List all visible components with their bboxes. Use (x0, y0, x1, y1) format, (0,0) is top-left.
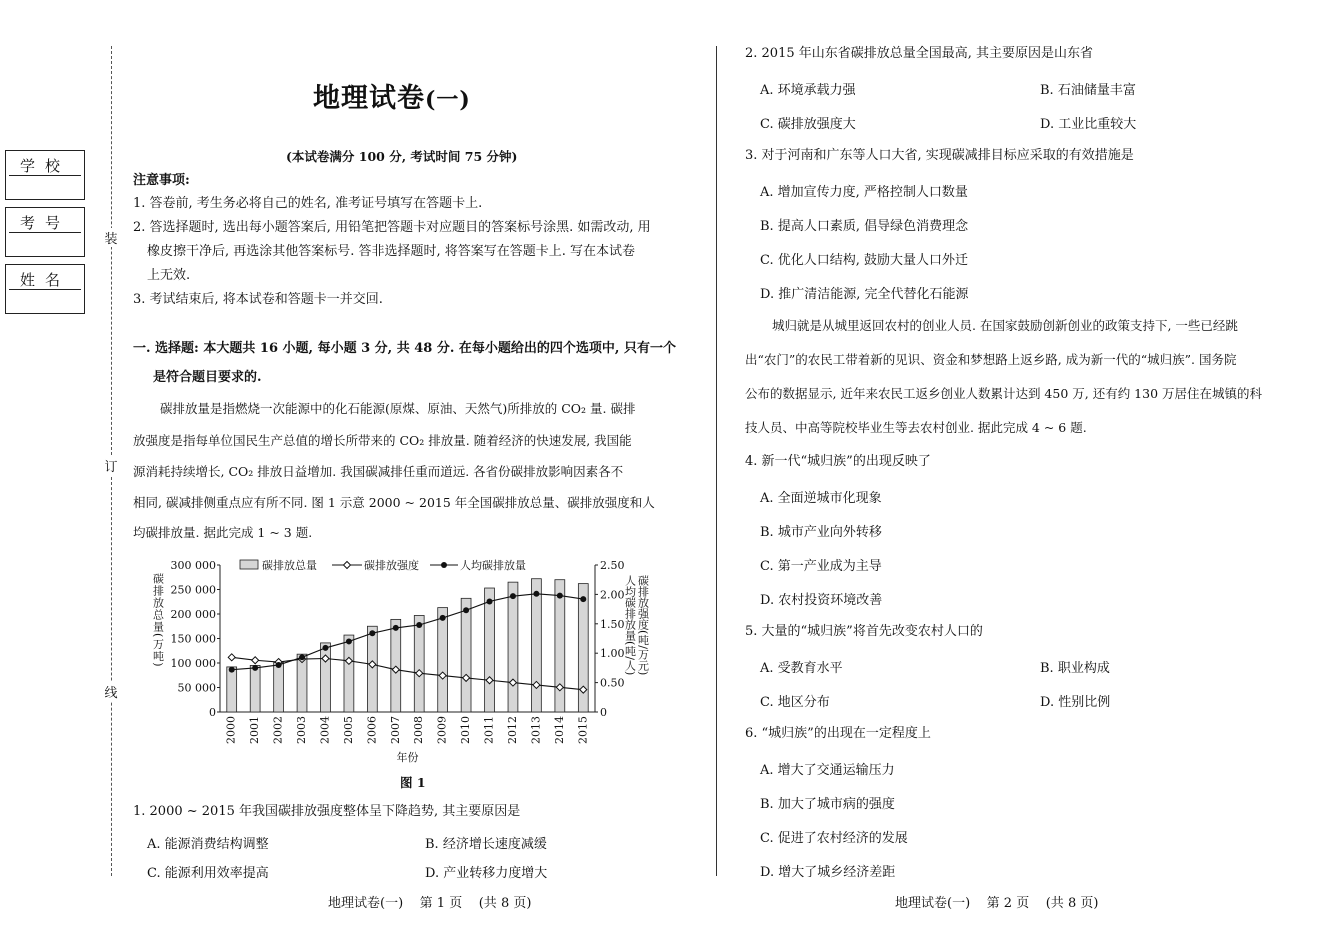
chart-intensity-point (228, 654, 235, 661)
notice-3: 3. 考试结束后, 将本试卷和答题卡一并交回. (133, 292, 383, 307)
chart-per-capita-point (416, 622, 422, 628)
page-title-paren: (一) (425, 87, 471, 113)
passage2-line2: 出“农门”的农民工带着新的见识、资金和梦想路上返乡路, 成为新一代的“城归族”. 国务院 (745, 352, 1237, 367)
q5-option-a[interactable]: A. 受教育水平 (760, 661, 843, 676)
q6-option-a[interactable]: A. 增大了交通运输压力 (760, 763, 895, 778)
passage1-line5: 均碳排放量. 据此完成 1 ~ 3 题. (133, 525, 313, 540)
page-divider (716, 46, 717, 876)
chart-y-tick-label-right: 2.50 (600, 559, 625, 572)
school-field[interactable] (5, 150, 85, 200)
q6-stem: 6. “城归族”的出现在一定程度上 (745, 726, 931, 741)
chart-per-capita-point (299, 654, 305, 660)
chart-legend-swatch-intensity (344, 562, 351, 569)
page2-footer: 地理试卷(一) 第 2 页 (共 8 页) (895, 896, 1099, 911)
name-field[interactable] (5, 264, 85, 314)
q2-option-b[interactable]: B. 石油储量丰富 (1040, 83, 1136, 98)
q4-option-d[interactable]: D. 农村投资环境改善 (760, 593, 883, 608)
chart-x-tick-label: 2010 (459, 716, 473, 744)
q5-option-c[interactable]: C. 地区分布 (760, 695, 830, 710)
passage1-line3: 源消耗持续增长, CO₂ 排放日益增加. 我国碳减排任重而道远. 各省份碳排放影响因素各不 (133, 464, 624, 479)
chart-bar-total (485, 588, 495, 712)
chart-per-capita-point (322, 645, 328, 651)
chart-y-tick-label-right: 0.50 (600, 676, 625, 690)
q3-stem: 3. 对于河南和广东等人口大省, 实现碳减排目标应采取的有效措施是 (745, 148, 1134, 163)
chart-bar-total (367, 626, 377, 712)
chart-x-tick-label: 2013 (529, 716, 543, 744)
chart-x-tick-label: 2011 (482, 716, 496, 744)
q1-stem: 1. 2000 ~ 2015 年我国碳排放强度整体呈下降趋势, 其主要原因是 (133, 804, 521, 819)
chart-bar-total (531, 579, 541, 712)
chart-per-capita-point (276, 662, 282, 668)
q3-option-a[interactable]: A. 增加宣传力度, 严格控制人口数量 (760, 185, 968, 200)
chart-y-tick-label-left: 0 (209, 706, 216, 719)
chart-legend-label-percapita: 人均碳排放量 (460, 559, 526, 572)
chart-x-tick-label: 2012 (505, 716, 519, 744)
figure-1-chart (140, 553, 680, 765)
q4-option-a[interactable]: A. 全面逆城市化现象 (760, 491, 882, 506)
chart-x-tick-label: 2002 (271, 716, 285, 744)
chart-x-tick-label: 2009 (435, 716, 449, 744)
chart-per-capita-point (557, 593, 563, 599)
q1-option-c[interactable]: C. 能源利用效率提高 (147, 866, 269, 881)
q5-option-b[interactable]: B. 职业构成 (1040, 661, 1110, 676)
name-label: 姓名 (19, 271, 70, 289)
q3-option-b[interactable]: B. 提高人口素质, 倡导绿色消费理念 (760, 219, 969, 234)
chart-bar-total (227, 667, 237, 712)
q6-option-b[interactable]: B. 加大了城市病的强度 (760, 797, 895, 812)
chart-per-capita-point (510, 593, 516, 599)
chart-intensity-line (232, 657, 584, 689)
q5-option-d[interactable]: D. 性别比例 (1040, 695, 1111, 710)
q1-option-b[interactable]: B. 经济增长速度减缓 (425, 837, 547, 852)
notice-2: 2. 答选择题时, 选出每小题答案后, 用铅笔把答题卡对应题目的答案标号涂黑. 如需改动, 用 (133, 220, 651, 235)
passage1-line2: 放强度是指每单位国民生产总值的增长所带来的 CO₂ 排放量. 随着经济的快速发展, 我国能 (133, 433, 632, 448)
chart-per-capita-point (252, 665, 258, 671)
q4-option-b[interactable]: B. 城市产业向外转移 (760, 525, 882, 540)
chart-y-title-right-b: 人均碳排放量(吨/人) (623, 575, 637, 676)
q2-option-d[interactable]: D. 工业比重较大 (1040, 117, 1137, 132)
chart-x-tick-label: 2000 (224, 716, 238, 744)
chart-per-capita-point (346, 638, 352, 644)
page-title: 地理试卷(一) (313, 83, 471, 114)
chart-per-capita-point (369, 630, 375, 636)
figure-caption: 图 1 (400, 775, 426, 790)
chart-legend-swatch-total (240, 560, 258, 569)
chart-x-tick-label: 2015 (576, 716, 590, 744)
chart-y-tick-label-left: 50 000 (177, 681, 216, 695)
q2-stem: 2. 2015 年山东省碳排放总量全国最高, 其主要原因是山东省 (745, 46, 1094, 61)
chart-per-capita-point (229, 667, 235, 673)
q3-option-d[interactable]: D. 推广清洁能源, 完全代替化石能源 (760, 287, 969, 302)
binding-mark-zhuang: 装 (104, 228, 118, 247)
page1-footer: 地理试卷(一) 第 1 页 (共 8 页) (328, 896, 532, 911)
chart-legend-swatch-percapita (441, 562, 447, 568)
passage2-line4: 技人员、中高等院校毕业生等去农村创业. 据此完成 4 ~ 6 题. (745, 420, 1087, 435)
chart-legend-label-intensity: 碳排放强度 (364, 559, 419, 572)
chart-y-tick-label-left: 200 000 (170, 608, 216, 621)
chart-legend-label-total: 碳排放总量 (262, 559, 317, 572)
q1-option-d[interactable]: D. 产业转移力度增大 (425, 866, 548, 881)
q4-stem: 4. 新一代“城归族”的出现反映了 (745, 454, 931, 469)
section-heading: 一. 选择题: 本大题共 16 小题, 每小题 3 分, 共 48 分. 在每小题给出的四个选项中, 只有一个 (133, 341, 676, 356)
chart-x-tick-label: 2004 (318, 716, 332, 744)
q2-option-c[interactable]: C. 碳排放强度大 (760, 117, 856, 132)
chart-y-tick-label-left: 100 000 (170, 657, 216, 670)
chart-bar-total (274, 663, 284, 712)
binding-mark-xian: 线 (104, 682, 118, 701)
q4-option-c[interactable]: C. 第一产业成为主导 (760, 559, 882, 574)
chart-bar-total (461, 598, 471, 712)
chart-x-tick-label: 2001 (248, 716, 262, 744)
chart-bar-total (250, 665, 260, 712)
exam-info: (本试卷满分 100 分, 考试时间 75 分钟) (286, 149, 518, 164)
notice-2-end: 上无效. (147, 268, 191, 283)
chart-y-tick-label-left: 250 000 (170, 583, 216, 597)
q3-option-c[interactable]: C. 优化人口结构, 鼓励大量人口外迁 (760, 253, 969, 268)
chart-bar-total (555, 580, 565, 712)
chart-svg (140, 553, 680, 765)
q6-option-c[interactable]: C. 促进了农村经济的发展 (760, 831, 908, 846)
chart-bar-total (414, 615, 424, 712)
exam-number-field[interactable] (5, 207, 85, 257)
q2-option-a[interactable]: A. 环境承载力强 (760, 83, 856, 98)
chart-x-tick-label: 2008 (412, 716, 426, 744)
chart-bar-total (344, 635, 354, 712)
chart-per-capita-point (440, 615, 446, 621)
chart-y-tick-label-left: 300 000 (170, 559, 216, 572)
chart-y-title-left: 碳排放总量(万吨) (151, 573, 165, 668)
chart-bar-total (321, 643, 331, 712)
chart-bar-total (508, 582, 518, 712)
passage2-line3: 公布的数据显示, 近年来农民工返乡创业人数累计达到 450 万, 还有约 130 万居住在城镇的科 (745, 386, 1263, 401)
chart-per-capita-point (393, 625, 399, 631)
chart-y-tick-label-left: 150 000 (170, 632, 216, 646)
q6-option-d[interactable]: D. 增大了城乡经济差距 (760, 865, 896, 880)
chart-x-title: 年份 (396, 751, 419, 764)
chart-y-tick-label-right: 0 (600, 706, 607, 719)
chart-y-title-right-a: 碳排放强度(吨/万元) (636, 575, 650, 676)
chart-per-capita-point (463, 607, 469, 613)
chart-y-tick-label-right: 2.00 (600, 588, 625, 602)
chart-intensity-point (252, 657, 259, 664)
notice-1: 1. 答卷前, 考生务必将自己的姓名, 准考证号填写在答题卡上. (133, 196, 483, 211)
binding-mark-ding: 订 (104, 456, 118, 475)
passage1-line4: 相同, 碳减排侧重点应有所不同. 图 1 示意 2000 ~ 2015 年全国碳排放总量、碳排放强度和人 (133, 495, 655, 510)
chart-y-tick-label-right: 1.50 (600, 617, 625, 631)
q5-stem: 5. 大量的“城归族”将首先改变农村人口的 (745, 624, 983, 639)
school-label: 学校 (19, 157, 70, 175)
chart-x-tick-label: 2006 (365, 716, 379, 744)
passage1-line1: 碳排放量是指燃烧一次能源中的化石能源(原煤、原油、天然气)所排放的 CO₂ 量. 碳排 (160, 401, 636, 416)
chart-y-tick-label-right: 1.00 (600, 647, 625, 661)
chart-x-tick-label: 2007 (388, 716, 402, 744)
chart-x-tick-label: 2014 (552, 716, 566, 744)
chart-per-capita-point (580, 596, 586, 602)
notice-title: 注意事项: (133, 173, 190, 188)
chart-per-capita-point (533, 591, 539, 597)
exam-number-label: 考号 (19, 214, 70, 232)
chart-per-capita-line (232, 594, 584, 670)
chart-x-tick-label: 2005 (341, 716, 355, 744)
chart-bar-total (438, 608, 448, 712)
passage2-line1: 城归就是从城里返回农村的创业人员. 在国家鼓励创新创业的政策支持下, 一些已经跳 (772, 318, 1238, 333)
chart-x-tick-label: 2003 (295, 716, 309, 744)
chart-per-capita-point (487, 598, 493, 604)
notice-2-cont: 橡皮擦干净后, 再选涂其他答案标号. 答非选择题时, 将答案写在答题卡上. 写在本试卷 (147, 244, 636, 259)
section-heading-cont: 是符合题目要求的. (153, 370, 262, 385)
q1-option-a[interactable]: A. 能源消费结构调整 (147, 837, 269, 852)
